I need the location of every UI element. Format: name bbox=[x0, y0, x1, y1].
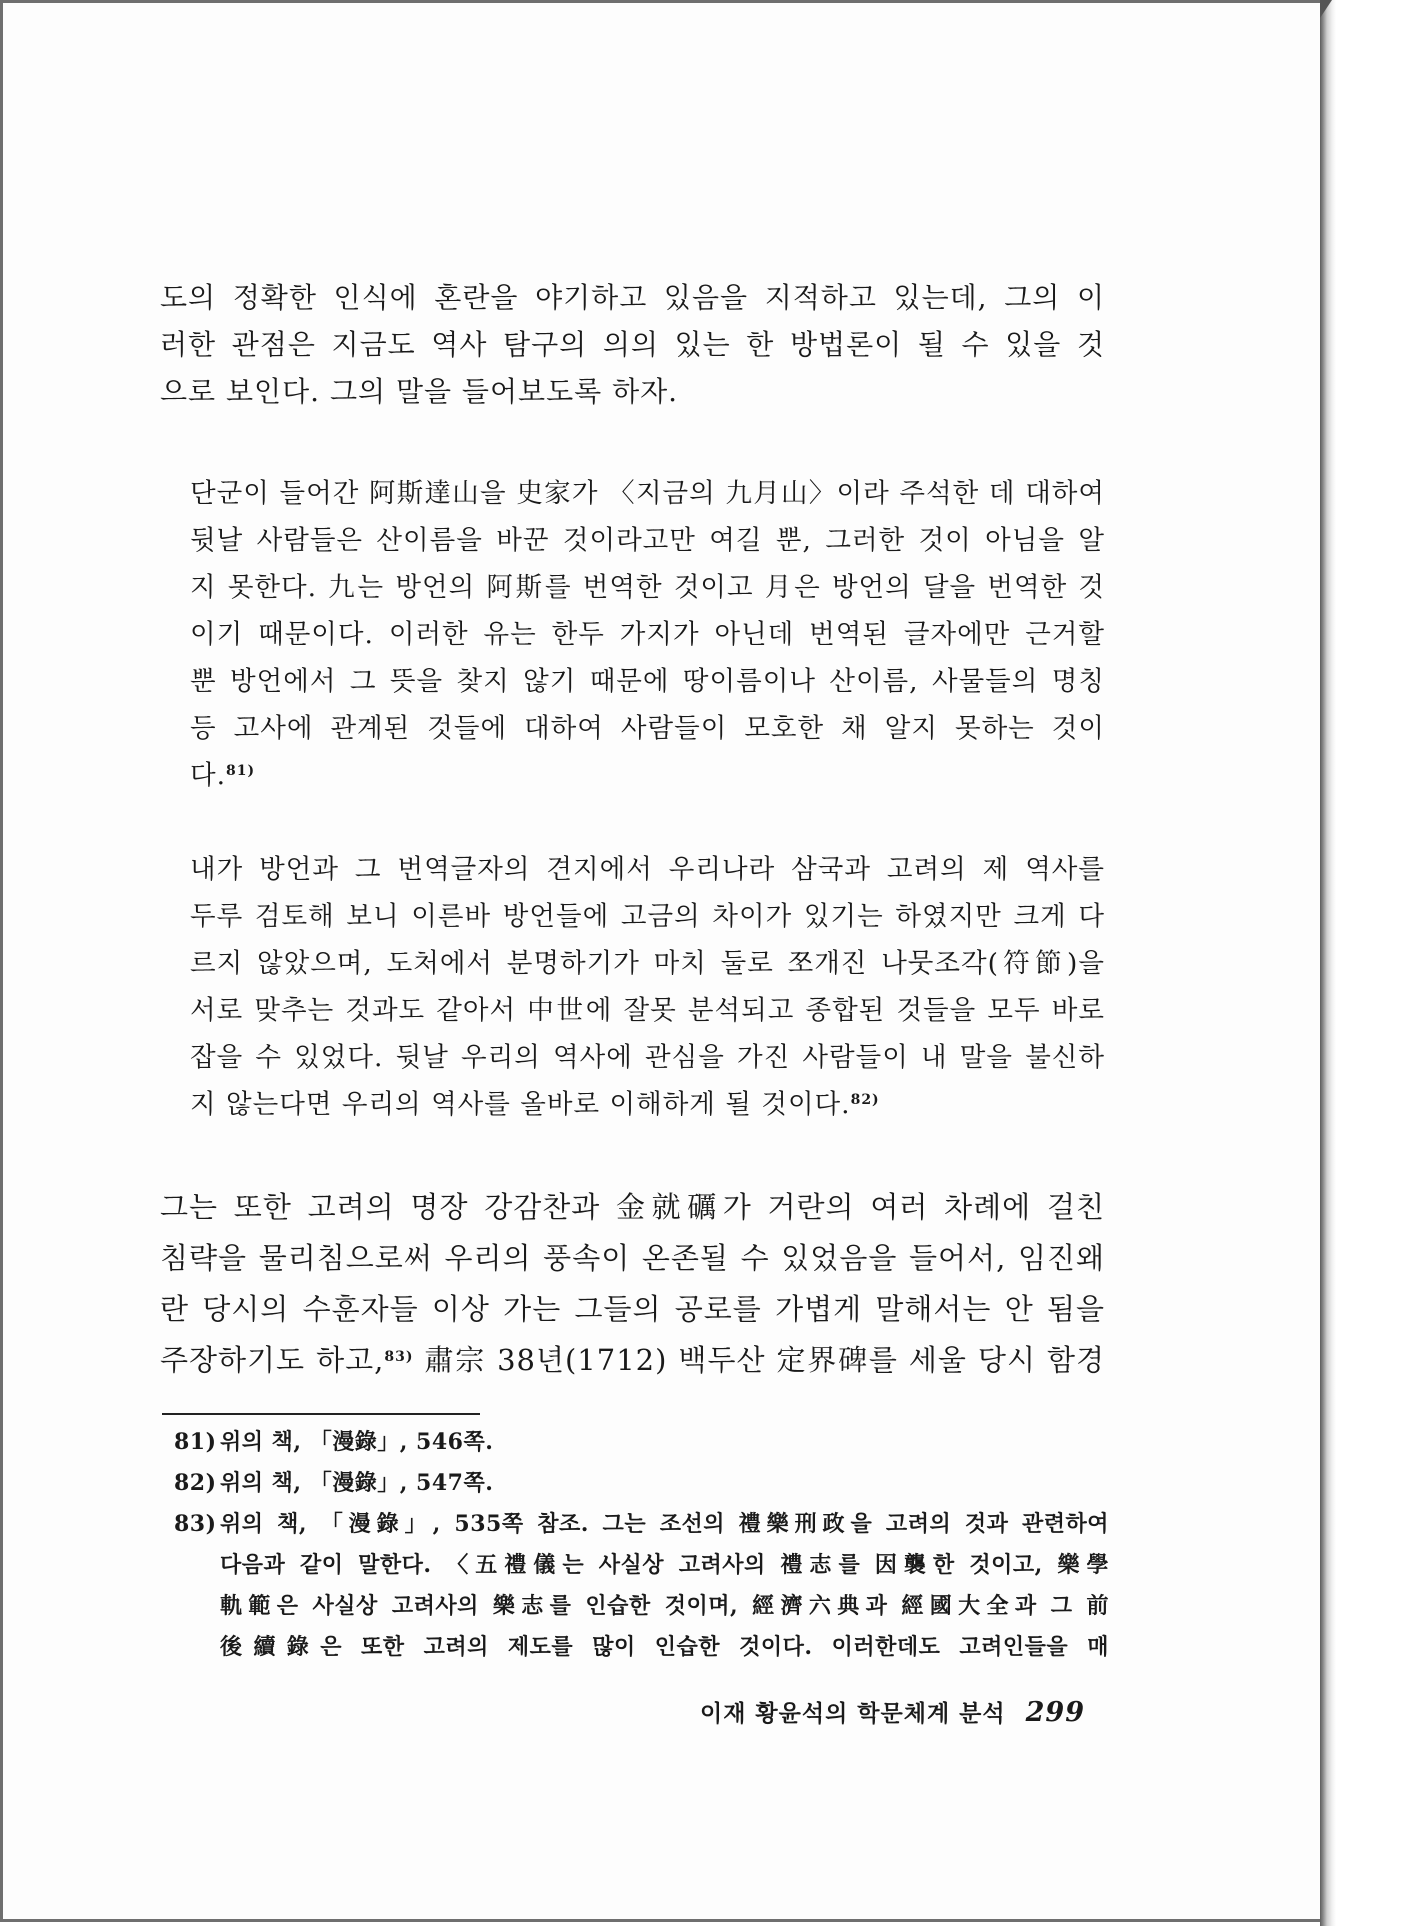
text-fragment: 지 않는다면 우리의 역사를 올바로 이해하게 될 것이다. bbox=[190, 1089, 851, 1120]
text-line: 도의 정확한 인식에 혼란을 야기하고 있음을 지적하고 있는데, 그의 이 bbox=[160, 281, 1105, 314]
footnote-82 bbox=[174, 1463, 1109, 1504]
text-line bbox=[190, 752, 1105, 799]
text-line: 그는 또한 고려의 명장 강감찬과 金就礪가 거란의 여러 차례에 걸친 bbox=[160, 1190, 1105, 1224]
footnote-81 bbox=[174, 1422, 1109, 1463]
footnote-body bbox=[220, 1422, 1109, 1463]
footnote-line: 軌範은 사실상 고려사의 樂志를 인습한 것이며, 經濟六典과 經國大全과 그 前 bbox=[220, 1593, 1109, 1619]
text-fragment: 주장하기도 하고, bbox=[160, 1343, 385, 1377]
footnote-line: 위의 책, 「漫錄」, 547쪽. bbox=[220, 1470, 494, 1496]
body-paragraph-2 bbox=[160, 1182, 1105, 1386]
footnote-ref-82: 82) bbox=[850, 1092, 880, 1108]
text-fragment: 다. bbox=[190, 760, 227, 791]
footnote-number: 81) bbox=[174, 1429, 217, 1455]
text-line: 르지 않았으며, 도처에서 분명하기가 마치 둘로 쪼개진 나뭇조각(符節)을 bbox=[190, 948, 1105, 979]
text-line: 뒷날 사람들은 산이름을 바꾼 것이라고만 여길 뿐, 그러한 것이 아님을 알 bbox=[190, 525, 1105, 556]
block-quote-2 bbox=[190, 846, 1105, 1128]
text-line: 뿐 방언에서 그 뜻을 찾지 않기 때문에 땅이름이나 산이름, 사물들의 명칭 bbox=[190, 666, 1105, 697]
text-line: 등 고사에 관계된 것들에 대하여 사람들이 모호한 채 알지 못하는 것이 bbox=[190, 713, 1105, 744]
text-line: 러한 관점은 지금도 역사 탐구의 의의 있는 한 방법론이 될 수 있을 것 bbox=[160, 328, 1105, 361]
text-fragment: 肅宗 38년(1712) 백두산 定界碑를 세울 당시 함경 bbox=[413, 1343, 1106, 1377]
footnote-line: 後續錄은 또한 고려의 제도를 많이 인습한 것이다. 이러한데도 고려인들을 매 bbox=[220, 1634, 1109, 1660]
text-line: 지 못한다. 九는 방언의 阿斯를 번역한 것이고 月은 방언의 달을 번역한 것 bbox=[190, 572, 1105, 603]
text-line bbox=[160, 1335, 1105, 1386]
footnote-number: 83) bbox=[174, 1511, 217, 1537]
footnote-line: 다음과 같이 말한다. 〈五禮儀는 사실상 고려사의 禮志를 因襲한 것이고, 樂學 bbox=[220, 1552, 1109, 1578]
footnote-line: 위의 책, 「漫錄」, 546쪽. bbox=[220, 1429, 494, 1455]
footnote-body bbox=[220, 1463, 1109, 1504]
running-footer bbox=[700, 1695, 1085, 1728]
footnote-line: 위의 책, 「漫錄」, 535쪽 참조. 그는 조선의 禮樂刑政을 고려의 것과 관련하여 bbox=[220, 1511, 1109, 1537]
footnotes bbox=[174, 1422, 1109, 1668]
footnote-divider bbox=[162, 1413, 480, 1415]
body-paragraph-1 bbox=[160, 274, 1105, 415]
text-line: 잡을 수 있었다. 뒷날 우리의 역사에 관심을 가진 사람들이 내 말을 불신하 bbox=[190, 1042, 1105, 1073]
footnote-ref-83: 83) bbox=[384, 1349, 414, 1365]
text-line: 란 당시의 수훈자들 이상 가는 그들의 공로를 가볍게 말해서는 안 됨을 bbox=[160, 1292, 1105, 1326]
text-line: 으로 보인다. 그의 말을 들어보도록 하자. bbox=[160, 375, 679, 408]
running-footer-title: 이재 황윤석의 학문체계 분석 bbox=[699, 1700, 1006, 1727]
text-line: 두루 검토해 보니 이른바 방언들에 고금의 차이가 있기는 하였지만 크게 다 bbox=[190, 901, 1105, 932]
page-number: 299 bbox=[1025, 1697, 1085, 1728]
footnote-body bbox=[220, 1504, 1109, 1668]
footnote-ref-81: 81) bbox=[226, 763, 256, 779]
text-line: 서로 맞추는 것과도 같아서 中世에 잘못 분석되고 종합된 것들을 모두 바로 bbox=[190, 995, 1105, 1026]
page-corner-fold bbox=[1320, 0, 1332, 18]
text-line: 단군이 들어간 阿斯達山을 史家가 〈지금의 九月山〉이라 주석한 데 대하여 bbox=[190, 478, 1105, 509]
page-edge-shadow bbox=[1320, 0, 1336, 1926]
text-line bbox=[190, 1081, 1105, 1128]
footnote-83 bbox=[174, 1504, 1109, 1668]
text-line: 내가 방언과 그 번역글자의 견지에서 우리나라 삼국과 고려의 제 역사를 bbox=[190, 854, 1105, 885]
text-line: 침략을 물리침으로써 우리의 풍속이 온존될 수 있었음을 들어서, 임진왜 bbox=[160, 1241, 1105, 1275]
block-quote-1 bbox=[190, 470, 1105, 799]
footnote-number: 82) bbox=[174, 1470, 217, 1496]
text-line: 이기 때문이다. 이러한 유는 한두 가지가 아닌데 번역된 글자에만 근거할 bbox=[190, 619, 1105, 650]
